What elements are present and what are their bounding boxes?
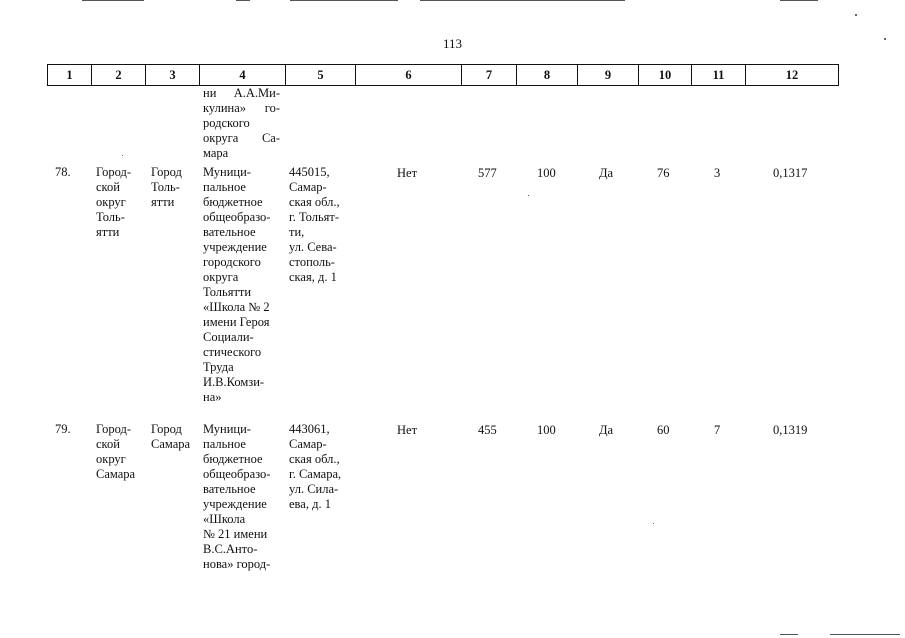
row-number: 78. — [55, 165, 71, 179]
value-cell-col9: Да — [599, 423, 614, 437]
value-cell-col10: 60 — [657, 423, 670, 437]
district-cell: Город- ской округ Толь- ятти — [96, 165, 132, 239]
institution-name-cell: Муници- пальное бюджетное общеобразо- вательное учреждение «Школа № 21 имени В.С.Анто- нова» город- — [203, 422, 271, 571]
city-cell: Город Толь- ятти — [151, 165, 182, 209]
value-cell-col6: Нет — [397, 166, 418, 180]
column-header: 12 — [746, 65, 839, 86]
column-header: 9 — [578, 65, 639, 86]
scan-speck — [528, 195, 529, 196]
column-header: 1 — [48, 65, 92, 86]
column-header: 7 — [462, 65, 517, 86]
scan-edge-line — [420, 0, 625, 1]
column-header: 10 — [639, 65, 692, 86]
scan-speck — [122, 155, 123, 156]
column-header: 3 — [146, 65, 200, 86]
scan-edge-line — [236, 0, 250, 1]
scan-edge-line — [830, 634, 900, 635]
address-cell: 445015, Самар- ская обл., г. Тольят- ти, ул. Сева- стополь- ская, д. 1 — [289, 165, 340, 284]
column-header: 11 — [692, 65, 746, 86]
value-cell-col12: 0,1317 — [773, 166, 808, 180]
column-header: 5 — [286, 65, 356, 86]
value-cell-col6: Нет — [397, 423, 418, 437]
column-header-row — [47, 64, 839, 86]
column-header: 6 — [356, 65, 462, 86]
value-cell-col9: Да — [599, 166, 614, 180]
value-cell-col10: 76 — [657, 166, 670, 180]
scan-edge-line — [780, 0, 818, 1]
district-cell: Город- ской округ Самара — [96, 422, 136, 481]
column-header: 2 — [92, 65, 146, 86]
scan-edge-line — [780, 634, 798, 635]
value-cell-col8: 100 — [537, 423, 556, 437]
page-number: 113 — [442, 36, 463, 51]
scan-speck — [653, 523, 654, 524]
address-cell: 443061, Самар- ская обл., г. Самара, ул. Сила- ева, д. 1 — [289, 422, 342, 511]
value-cell-col11: 3 — [714, 166, 721, 180]
value-cell-col7: 455 — [478, 423, 497, 437]
value-cell-col7: 577 — [478, 166, 497, 180]
value-cell-col11: 7 — [714, 423, 721, 437]
scan-edge-line — [290, 0, 398, 1]
value-cell-col8: 100 — [537, 166, 556, 180]
scan-speck — [855, 14, 857, 16]
row-number: 79. — [55, 422, 71, 436]
column-header: 8 — [517, 65, 578, 86]
institution-name-cell: Муници- пальное бюджетное общеобразо- вательное учреждение городского округа Тольятти «Школа № 2 имени Героя Социали- стического Труда И.В.Комзи- на» — [203, 165, 271, 404]
scan-edge-line — [82, 0, 144, 1]
column-header: 4 — [200, 65, 286, 86]
continued-institution-name: ни А.А.Ми- кулина» го- родского округа Са- мара — [203, 86, 280, 160]
value-cell-col12: 0,1319 — [773, 423, 808, 437]
city-cell: Город Самара — [151, 422, 191, 451]
